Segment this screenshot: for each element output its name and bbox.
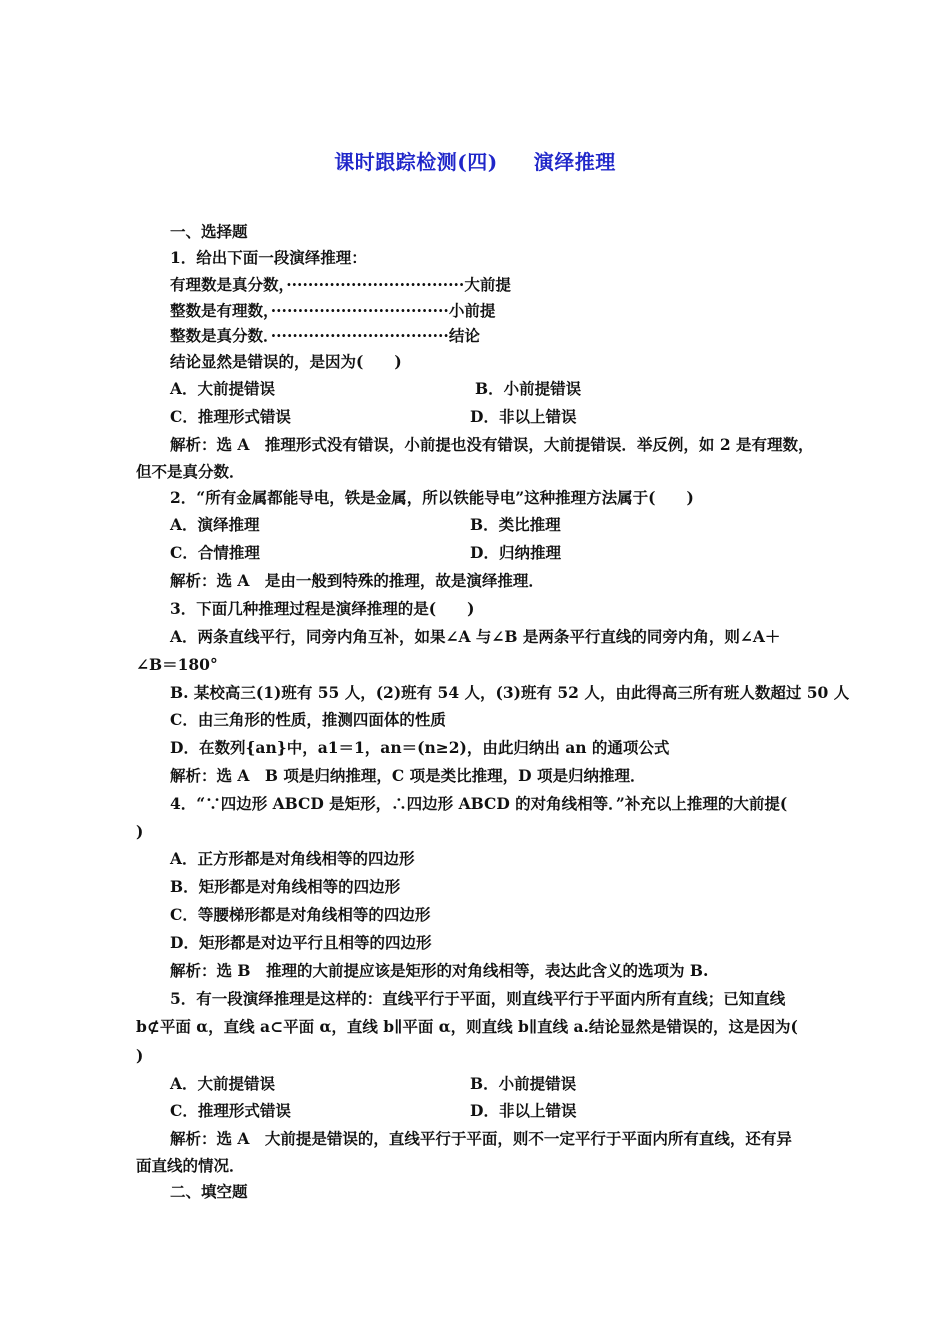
q1-answer-line2: 但不是真分数． (136, 462, 245, 481)
q1-stem: 1．给出下面一段演绎推理： (170, 248, 367, 267)
q2-option-c: C．合情推理 (170, 543, 260, 562)
q2-option-d: D．归纳推理 (470, 543, 561, 562)
q4-option-b: B．矩形都是对角线相等的四边形 (170, 877, 401, 896)
q1-answer-line1: 解析：选 A 推理形式没有错误，小前提也没有错误，大前提错误．举反例，如 2 是有理数， (170, 435, 814, 454)
q5-answer-line2: 面直线的情况． (136, 1156, 245, 1175)
q5-option-b: B．小前提错误 (470, 1074, 577, 1093)
page-title (0, 146, 950, 175)
q2-option-a: A．演绎推理 (170, 515, 260, 534)
q1-question: 结论显然是错误的，是因为( ) (170, 352, 402, 371)
q3-option-b: B. 某校高三(1)班有 55 人，(2)班有 54 人，(3)班有 52 人，由此得高三所有班人数超过 50 人 (170, 683, 850, 702)
q3-option-c: C．由三角形的性质，推测四面体的性质 (170, 710, 446, 729)
q5-option-a: A．大前提错误 (170, 1074, 276, 1093)
q5-option-c: C．推理形式错误 (170, 1101, 291, 1120)
q1-option-c: C．推理形式错误 (170, 407, 291, 426)
q3-option-a-line1: A．两条直线平行，同旁内角互补，如果∠A 与∠B 是两条平行直线的同旁内角，则∠A＋ (170, 627, 781, 646)
q3-option-d: D．在数列{an}中，a1＝1，an＝(n≥2)，由此归纳出 an 的通项公式 (170, 738, 670, 757)
section-heading-choice: 一、选择题 (170, 222, 248, 241)
title-main: 课时跟踪检测(四) (334, 150, 498, 174)
q5-stem-line3: ) (136, 1046, 144, 1065)
q3-stem: 3．下面几种推理过程是演绎推理的是( ) (170, 599, 475, 618)
q2-answer: 解析：选 A 是由一般到特殊的推理，故是演绎推理． (170, 571, 544, 590)
q5-stem-line1: 5．有一段演绎推理是这样的：直线平行于平面，则直线平行于平面内所有直线；已知直线 (170, 989, 786, 1008)
q3-option-a-line2: ∠B＝180° (136, 655, 218, 674)
q4-option-d: D．矩形都是对边平行且相等的四边形 (170, 933, 432, 952)
q4-stem-line1: 4．“∵四边形 ABCD 是矩形，∴四边形 ABCD 的对角线相等．”补充以上推理的大前提( (170, 794, 788, 813)
q1-option-b: B．小前提错误 (475, 379, 582, 398)
q1-minor-premise: 整数是有理数，·································小前提 (170, 301, 496, 320)
q5-answer-line1: 解析：选 A 大前提是错误的，直线平行于平面，则不一定平行于平面内所有直线，还有异 (170, 1129, 792, 1148)
q5-option-d: D．非以上错误 (470, 1101, 577, 1120)
q1-conclusion: 整数是真分数．·································结论 (170, 326, 480, 345)
section-heading-fill: 二、填空题 (170, 1182, 248, 1201)
q2-stem: 2．“所有金属都能导电，铁是金属，所以铁能导电”这种推理方法属于( ) (170, 488, 694, 507)
q1-major-premise: 有理数是真分数，·································大前提 (170, 275, 511, 294)
q4-stem-line2: ) (136, 822, 144, 841)
q1-option-a: A．大前提错误 (170, 379, 276, 398)
q4-option-a: A．正方形都是对角线相等的四边形 (170, 849, 415, 868)
q4-answer: 解析：选 B 推理的大前提应该是矩形的对角线相等，表达此含义的选项为 B. (170, 961, 709, 980)
q3-answer: 解析：选 A B 项是归纳推理，C 项是类比推理，D 项是归纳推理． (170, 766, 646, 785)
title-sub: 演绎推理 (533, 150, 616, 174)
q4-option-c: C．等腰梯形都是对角线相等的四边形 (170, 905, 431, 924)
q2-option-b: B．类比推理 (470, 515, 561, 534)
q5-stem-line2: b⊄平面 α，直线 a⊂平面 α，直线 b∥平面 α，则直线 b∥直线 a.结论显然是错误的，这是因为( (136, 1017, 798, 1036)
q1-option-d: D．非以上错误 (470, 407, 577, 426)
